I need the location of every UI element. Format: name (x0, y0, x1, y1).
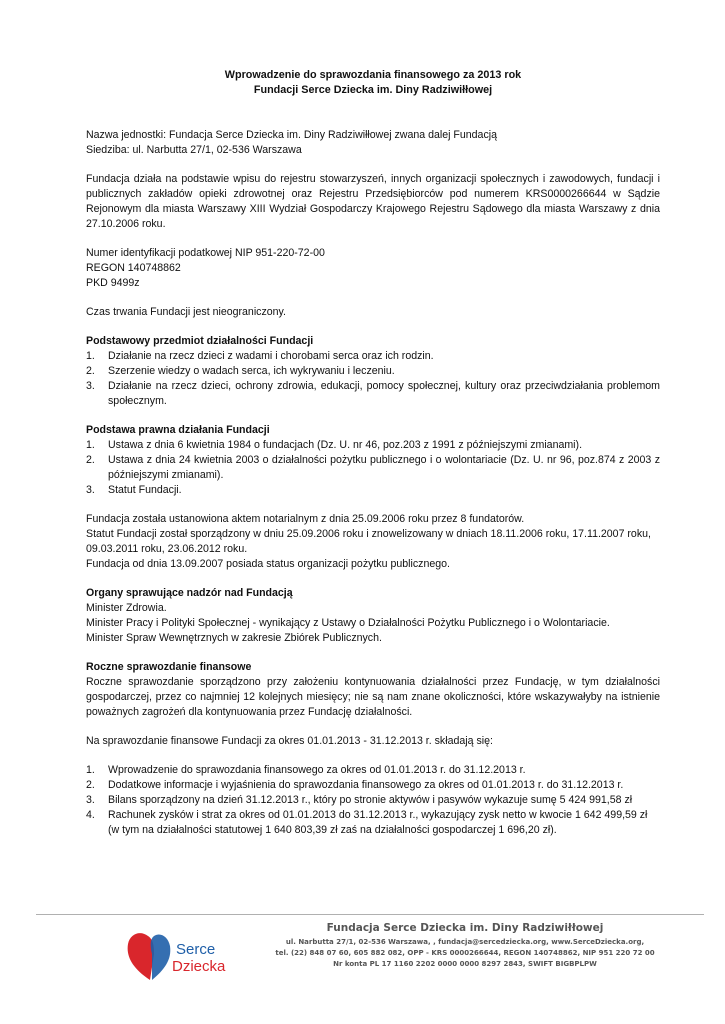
supervisor-3: Minister Spraw Wewnętrznych w zakresie Zbiórek Publicznych. (86, 632, 382, 644)
history-line-1: Fundacja została ustanowiona aktem notarialnym z dnia 25.09.2006 roku przez 8 fundatorów. (86, 513, 525, 525)
pkd-code: PKD 9499z (86, 277, 140, 289)
list-item: 2. Ustawa z dnia 24 kwietnia 2003 o działalności pożytku publicznego i o wolontariacie (Dz. U. nr 96, poz.874 z 2003 z późniejszymi zmianami). (86, 454, 660, 481)
history-paragraph (86, 512, 660, 572)
entity-name: Nazwa jednostki: Fundacja Serce Dziecka im. Diny Radziwiłłowej zwana dalej Fundacją (86, 129, 497, 141)
footer (230, 922, 700, 970)
logo-heart-left (128, 933, 154, 980)
footer-address-line: ul. Narbutta 27/1, 02-536 Warszawa, , fundacja@sercedziecka.org, www.SerceDziecka.org, (285, 938, 645, 946)
components-list (86, 763, 660, 838)
legal-basis-section (86, 423, 660, 498)
legal-basis-heading: Podstawa prawna działania Fundacji (86, 424, 270, 436)
main-activity-list (86, 349, 660, 409)
footer-org-name: Fundacja Serce Dziecka im. Diny Radziwiłłowej (326, 922, 604, 934)
list-item: 4. Rachunek zysków i strat za okres od 01.01.2013 do 31.12.2013 r., wykazujący zysk netto w kwocie 1 642 499,59 zł (w tym na działalności statutowej 1 640 803,39 zł zaś na działalności gospodarczej 1 696,20 zł). (86, 809, 648, 836)
main-activity-heading: Podstawowy przedmiot działalności Fundacji (86, 335, 314, 347)
footer-divider (36, 914, 704, 915)
logo-word-dziecka: Dziecka (172, 958, 226, 975)
annual-report-section (86, 660, 660, 720)
supervisor-2: Minister Pracy i Polityki Społecznej - wynikający z Ustawy o Działalności Pożytku Publicznego i o Wolontariacie. (86, 617, 610, 629)
main-activity-section (86, 334, 660, 409)
duration-paragraph: Czas trwania Fundacji jest nieograniczony. (86, 306, 287, 318)
title-line-1: Wprowadzenie do sprawozdania finansowego za 2013 rok (224, 69, 522, 81)
list-item: 3. Bilans sporządzony na dzień 31.12.2013 r., który po stronie aktywów i pasywów wykazuje sumę 5 424 991,58 zł (86, 794, 633, 806)
annual-report-heading: Roczne sprawozdanie finansowe (86, 661, 252, 673)
list-item: 1. Ustawa z dnia 6 kwietnia 1984 o fundacjach (Dz. U. nr 46, poz.203 z 1991 z późniejszymi zmianami). (86, 439, 583, 451)
list-item: 1. Wprowadzenie do sprawozdania finansowego za okres od 01.01.2013 r. do 31.12.2013 r. (86, 764, 526, 776)
entity-seat: Siedziba: ul. Narbutta 27/1, 02-536 Warszawa (86, 144, 302, 156)
logo-word-serce: Serce (176, 941, 216, 958)
identifiers (86, 246, 660, 291)
footer-contact-line: tel. (22) 848 07 60, 605 882 082, OPP - KRS 0000266644, REGON 140748862, NIP 951 220 72 00 (275, 949, 655, 957)
supervision-section (86, 586, 660, 646)
serce-dziecka-logo (124, 924, 234, 986)
list-item: 2. Dodatkowe informacje i wyjaśnienia do sprawozdania finansowego za okres od 01.01.2013 r. do 31.12.2013 r. (86, 779, 624, 791)
list-item: 3. Statut Fundacji. (86, 484, 182, 496)
annual-report-text: Roczne sprawozdanie sporządzono przy założeniu kontynuowania działalności przez Fundację, w tym działalności gospodarczej, przez co najmniej 12 kolejnych miesięcy; nie są nam znane okoliczności, które wskazywałyby na istnienie poważnych zagrożeń dla kontynuowania przez Fundację działalności. (86, 676, 660, 718)
history-line-2: Statut Fundacji został sporządzony w dniu 25.09.2006 roku i znowelizowany w dniach 18.11.2006 roku, 17.11.2007 roku, 09.03.2011 roku, 23.06.2012 roku. (86, 528, 651, 555)
title-line-2: Fundacji Serce Dziecka im. Diny Radziwiłłowej (253, 84, 493, 96)
supervision-heading: Organy sprawujące nadzór nad Fundacją (86, 587, 293, 599)
nip-number: Numer identyfikacji podatkowej NIP 951-220-72-00 (86, 247, 325, 259)
logo-heart-right (151, 934, 171, 980)
registration-paragraph: Fundacja działa na podstawie wpisu do rejestru stowarzyszeń, innych organizacji społecznych i zawodowych, fundacji i publicznych zakładów opieki zdrowotnej oraz Rejestru Przedsiębiorców pod numerem KRS0000266644 w Sądzie Rejonowym dla miasta Warszawy XIII Wydział Gospodarczy Krajowego Rejestru Sądowego dla miasta Warszawy z dnia 27.10.2006 roku. (86, 173, 660, 230)
legal-basis-list (86, 438, 660, 498)
components-intro: Na sprawozdanie finansowe Fundacji za okres 01.01.2013 - 31.12.2013 r. składają się: (86, 735, 493, 747)
entity-info (86, 128, 660, 158)
regon-number: REGON 140748862 (86, 262, 181, 274)
list-item: 1. Działanie na rzecz dzieci z wadami i chorobami serca oraz ich rodzin. (86, 350, 434, 362)
list-item: 2. Szerzenie wiedzy o wadach serca, ich wykrywaniu i leczeniu. (86, 365, 395, 377)
document-body (86, 68, 660, 852)
document-title (86, 68, 660, 98)
supervisor-1: Minister Zdrowia. (86, 602, 167, 614)
list-item: 3. Działanie na rzecz dzieci, ochrony zdrowia, edukacji, pomocy społecznej, kultury oraz przeciwdziałania problemom społecznym. (86, 380, 660, 407)
footer-bank-line: Nr konta PL 17 1160 2202 0000 0000 8297 2843, SWIFT BIGBPLPW (333, 960, 597, 968)
history-line-3: Fundacja od dnia 13.09.2007 posiada status organizacji pożytku publicznego. (86, 558, 450, 570)
